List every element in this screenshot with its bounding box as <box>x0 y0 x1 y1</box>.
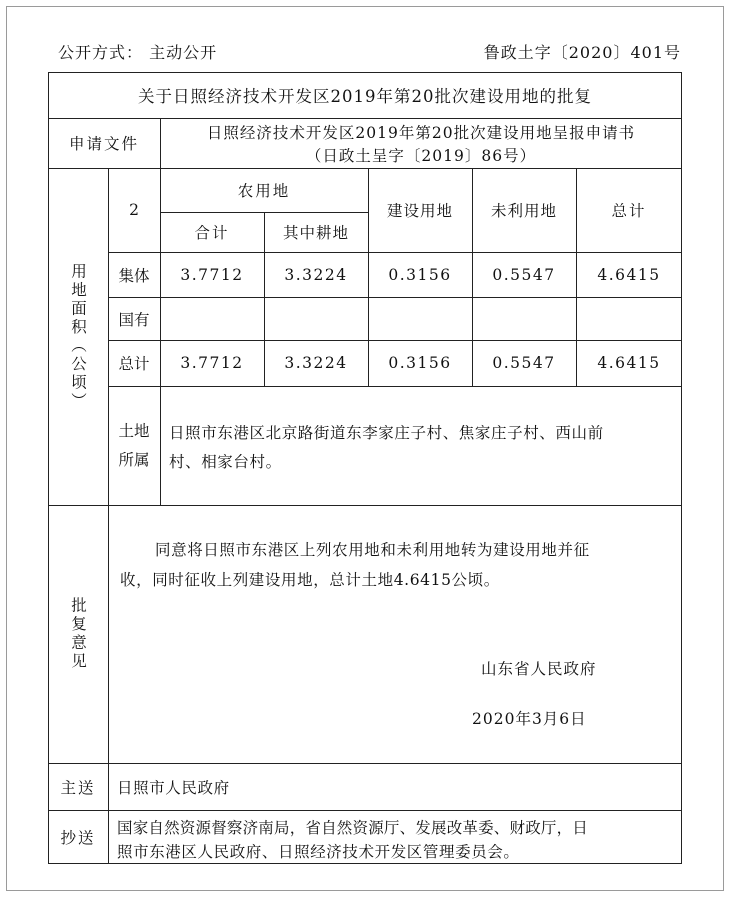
cc-line-2: 照市东港区人民政府、日照经济技术开发区管理委员会。 <box>117 843 520 861</box>
arable-land-header: 其中耕地 <box>282 224 349 242</box>
farm-land-total-header: 合计 <box>194 224 230 242</box>
ownership-line-2: 村、相家台村。 <box>169 453 282 471</box>
application-label: 申请文件 <box>68 135 139 153</box>
cell-arable: 3.3224 <box>284 265 348 284</box>
application-line-1: 日照经济技术开发区2019年第20批次建设用地呈报申请书 <box>206 124 636 142</box>
document-title: 关于日照经济技术开发区2019年第20批次建设用地的批复 <box>138 87 592 106</box>
approval-line-1: 同意将日照市东港区上列农用地和未利用地转为建设用地并征 <box>155 541 590 559</box>
grand-total-header: 总计 <box>611 202 647 220</box>
main-send-value: 日照市人民政府 <box>117 779 230 797</box>
ownership-label <box>108 386 160 505</box>
cell-unused <box>472 297 576 340</box>
row-label: 国有 <box>118 310 150 329</box>
main-send-content <box>108 763 682 810</box>
application-content <box>160 118 682 168</box>
area-side-label-text: 用地面积（公顷） <box>69 262 87 411</box>
area-corner-number: 2 <box>129 201 139 219</box>
row-label: 总计 <box>118 355 150 373</box>
main-send-label: 主送 <box>60 778 96 797</box>
approval-content <box>108 505 682 763</box>
approval-line-2: 收，同时征收上列建设用地，总计土地4.6415公顷。 <box>120 571 500 589</box>
disclosure-method: 公开方式： 主动公开 <box>58 43 218 62</box>
unused-land-header: 未利用地 <box>490 202 557 220</box>
cell-arable: 3.3224 <box>284 354 348 372</box>
cell-construction <box>368 297 472 340</box>
approval-label-text: 批复意见 <box>69 597 87 671</box>
ownership-label-line-1: 土地 <box>118 422 150 440</box>
row-label: 集体 <box>118 266 150 285</box>
cc-label: 抄送 <box>60 828 96 847</box>
cell-construction: 0.3156 <box>388 265 452 284</box>
cell-total: 4.6415 <box>597 265 661 284</box>
issuing-authority: 山东省人民政府 <box>481 660 597 678</box>
farm-land-header: 农用地 <box>237 182 291 200</box>
cell-arable <box>264 297 368 340</box>
cell-farm-total: 3.7712 <box>180 265 244 284</box>
cell-farm-total <box>160 297 264 340</box>
cell-farm-total: 3.7712 <box>180 354 244 372</box>
cell-total: 4.6415 <box>597 354 661 372</box>
cc-content <box>108 810 682 863</box>
construction-land-header: 建设用地 <box>386 202 453 220</box>
ownership-content <box>160 386 682 505</box>
approval-label <box>48 505 108 763</box>
area-side-label <box>48 168 108 505</box>
ownership-label-line-2: 所属 <box>118 451 150 469</box>
cell-unused: 0.5547 <box>492 354 556 372</box>
approval-date: 2020年3月6日 <box>472 710 587 728</box>
cell-construction: 0.3156 <box>388 354 452 372</box>
cell-total <box>576 297 682 340</box>
cc-line-1: 国家自然资源督察济南局，省自然资源厅、发展改革委、财政厅，日 <box>117 819 589 837</box>
ownership-line-1: 日照市东港区北京路街道东李家庄子村、焦家庄子村、西山前 <box>169 424 604 442</box>
cell-unused: 0.5547 <box>492 265 556 284</box>
application-line-2: （日政土呈字〔2019〕86号） <box>305 147 537 165</box>
document-number: 鲁政土字〔2020〕401号 <box>483 43 681 62</box>
